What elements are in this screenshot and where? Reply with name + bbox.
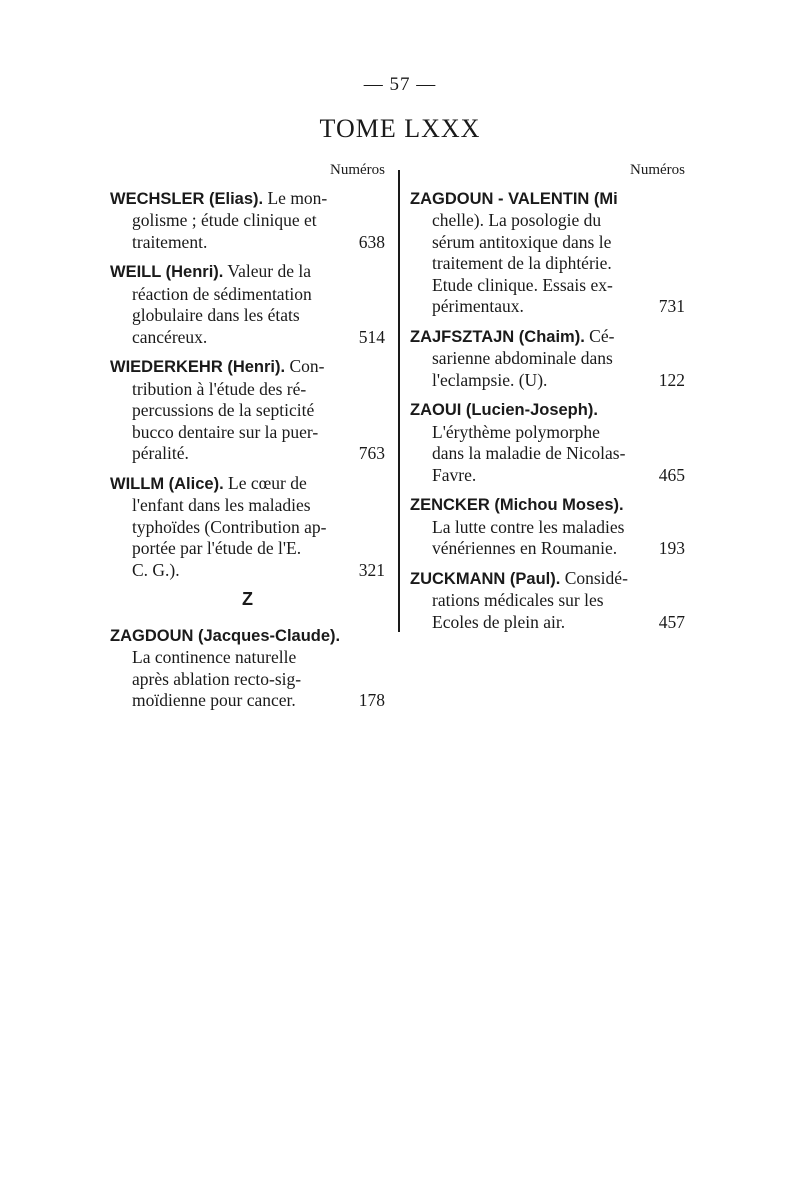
entry-last-line [110, 443, 385, 465]
entry-first-line [410, 399, 685, 422]
entry-number: 122 [658, 369, 685, 390]
entry-text-line: portée par l'étude de l'E. [132, 538, 302, 558]
entry-author: WEILL (Henri). [110, 263, 224, 281]
entry-last-line [110, 690, 385, 712]
index-entry [410, 568, 685, 634]
letter-heading: Z [242, 589, 253, 609]
column-divider [398, 170, 400, 632]
entry-number: 731 [658, 296, 685, 316]
entry-text-line: percussions de la septicité [132, 400, 315, 420]
entry-first-line [110, 261, 385, 284]
entry-first-text: Le mon- [263, 187, 328, 208]
entry-text-line: La continence naturelle [132, 647, 297, 667]
entry-text-line: après ablation recto-sig- [132, 668, 302, 689]
entry-last-text: l'eclampsie. (U). [432, 369, 548, 390]
entry-text-line: bucco dentaire sur la puer- [132, 421, 319, 442]
entry-last-text: Favre. [432, 464, 477, 485]
entry-last-text: péralité. [132, 443, 189, 463]
entry-last-text: cancéreux. [132, 326, 208, 347]
entry-number: 178 [358, 690, 385, 710]
entry-last-line [410, 612, 685, 634]
entry-text-line: l'enfant dans les maladies [132, 495, 311, 515]
entry-number: 465 [658, 464, 685, 485]
index-entry [410, 494, 685, 560]
entry-first-line [410, 568, 685, 591]
entry-last-text: Ecoles de plein air. [432, 611, 566, 632]
entry-number: 321 [358, 559, 385, 580]
entry-last-text: vénériennes en Roumanie. [432, 538, 618, 558]
entry-author: WECHSLER (Elias). [110, 189, 264, 208]
entry-last-line [410, 370, 685, 392]
index-entry [110, 188, 385, 254]
entry-first-text: Considé- [560, 567, 628, 588]
entry-text-line: sarienne abdominale dans [432, 348, 613, 368]
entry-text-line: sérum antitoxique dans le [432, 231, 612, 252]
entry-number: 638 [358, 231, 385, 252]
entry-author: ZAGDOUN (Jacques-Claude). [110, 626, 341, 645]
entry-text-line: traitement de la diphtérie. [432, 253, 612, 273]
entry-author: ZENCKER (Michou Moses). [410, 496, 624, 514]
entry-author: ZAGDOUN - VALENTIN (Mi [410, 189, 618, 208]
entry-number: 193 [658, 538, 685, 558]
entry-first-text: Le cœur de [223, 472, 307, 493]
entry-text-line: tribution à l'étude des ré- [132, 378, 307, 399]
entry-first-text: Valeur de la [223, 261, 311, 281]
page-number: — 57 — [363, 74, 437, 95]
index-entry [110, 473, 385, 582]
entry-text-line: Etude clinique. Essais ex- [432, 274, 613, 295]
entry-text-line: globulaire dans les états [132, 305, 300, 325]
entry-first-line [410, 188, 685, 211]
entry-first-line [110, 473, 385, 496]
entry-last-text: C. G.). [132, 559, 180, 580]
entry-number: 514 [358, 326, 385, 347]
right-entries [410, 188, 685, 634]
index-entry [110, 261, 385, 348]
entry-last-text: périmentaux. [432, 296, 524, 316]
entry-text-line: rations médicales sur les [432, 590, 604, 610]
entry-text-line: La lutte contre les maladies [432, 516, 625, 537]
entry-text-line: dans la maladie de Nicolas- [432, 443, 626, 463]
entry-text-line: typhoïdes (Contribution ap- [132, 516, 327, 537]
entry-text-line: chelle). La posologie du [432, 210, 602, 230]
entry-number: 763 [358, 443, 385, 463]
entry-author: ZAOUI (Lucien-Joseph). [410, 401, 598, 419]
entry-last-line [410, 538, 685, 560]
left-entries [110, 188, 385, 582]
right-column [410, 160, 685, 641]
entry-number: 457 [658, 611, 685, 632]
entry-author: ZUCKMANN (Paul). [410, 569, 561, 588]
entry-author: WILLM (Alice). [110, 474, 224, 493]
left-column [110, 160, 385, 720]
right-column-header: Numéros [630, 162, 685, 178]
entry-first-text: Con- [285, 356, 325, 376]
entry-first-text: Cé- [584, 325, 615, 346]
entry-last-line [110, 560, 385, 582]
entry-last-line [110, 232, 385, 254]
index-entry [110, 625, 385, 712]
left-entries-after [110, 625, 385, 712]
entry-last-text: moïdienne pour cancer. [132, 690, 296, 710]
entry-first-line [110, 188, 385, 211]
entry-first-line [410, 326, 685, 349]
index-entry [410, 326, 685, 392]
index-entry [410, 399, 685, 486]
entry-last-text: traitement. [132, 231, 208, 252]
entry-first-line [410, 494, 685, 517]
entry-text-line: L'érythème polymorphe [432, 421, 600, 442]
entry-last-line [110, 327, 385, 349]
left-column-header: Numéros [330, 162, 385, 178]
entry-text-line: golisme ; étude clinique et [132, 210, 317, 230]
entry-first-line [110, 356, 385, 379]
entry-author: WIEDERKEHR (Henri). [110, 358, 286, 376]
index-entry [110, 356, 385, 465]
entry-author: ZAJFSZTAJN (Chaim). [410, 327, 585, 346]
entry-first-line [110, 625, 385, 648]
index-entry [410, 188, 685, 318]
entry-text-line: réaction de sédimentation [132, 283, 312, 304]
tome-title: TOME LXXX [319, 114, 481, 143]
entry-last-line [410, 296, 685, 318]
entry-last-line [410, 465, 685, 487]
